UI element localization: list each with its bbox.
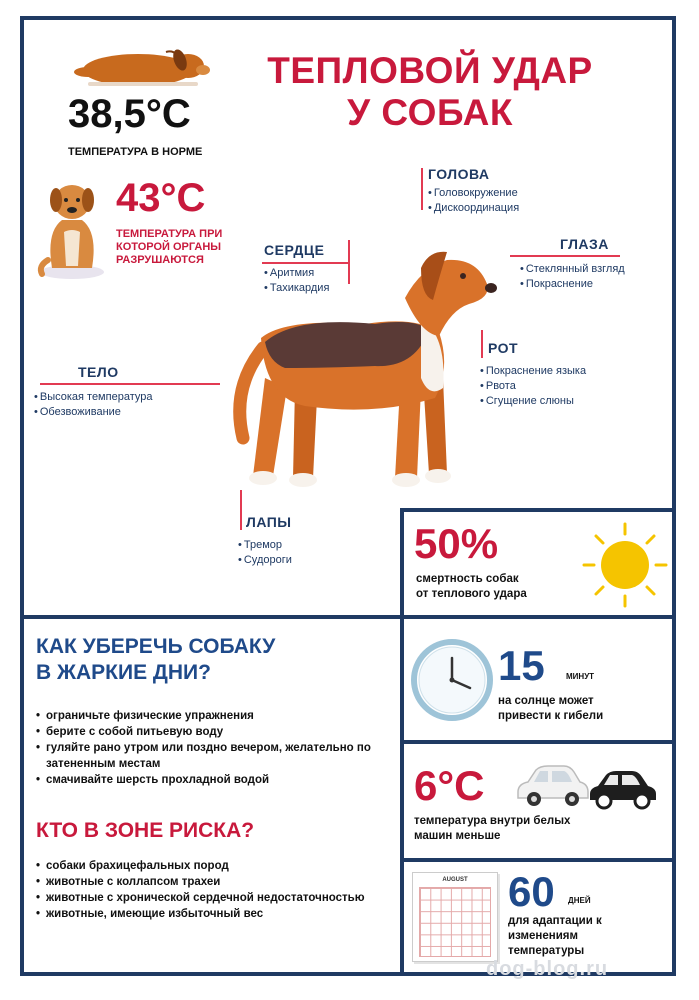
list-item: • берите с собой питьевую воду	[36, 724, 386, 740]
sleeping-dog-icon	[58, 40, 218, 92]
adapt-line3: температуры	[508, 945, 585, 957]
mouth-symptoms	[480, 364, 586, 409]
critical-temp-caption	[116, 228, 222, 267]
car-line2: машин меньше	[414, 830, 501, 842]
adapt-line1: для адаптации к	[508, 915, 602, 927]
divider-right-3	[400, 858, 676, 862]
protect-title	[36, 634, 275, 686]
list-item: • Покраснение языка	[480, 364, 586, 379]
black-car-icon	[586, 768, 660, 810]
head-title: ГОЛОВА	[428, 166, 490, 182]
calendar-month: AUGUST	[413, 873, 497, 883]
eyes-title: ГЛАЗА	[560, 236, 609, 252]
normal-temp-caption: ТЕМПЕРАТУРА В НОРМЕ	[68, 146, 203, 158]
critical-caption-line1: ТЕМПЕРАТУРА ПРИ	[116, 228, 223, 240]
heart-marker-line	[262, 262, 350, 264]
list-item: • Судороги	[238, 553, 292, 568]
list-item: • Высокая температура	[34, 390, 152, 405]
watermark: dog-blog.ru	[486, 958, 609, 980]
divider-right-2	[400, 740, 676, 744]
normal-temp-value: 38,5°C	[68, 92, 191, 136]
paws-marker-line	[240, 490, 242, 530]
heart-marker-vline	[348, 240, 350, 284]
adapt-line2: изменениям	[508, 930, 578, 942]
list-item: • смачивайте шерсть прохладной водой	[36, 772, 386, 788]
calendar-grid	[419, 887, 491, 957]
head-marker-line	[421, 168, 423, 210]
calendar-icon	[412, 872, 498, 962]
body-symptoms	[34, 390, 152, 420]
critical-temp-value: 43°C	[116, 176, 206, 220]
heart-title: СЕРДЦЕ	[264, 242, 325, 258]
list-item: • Покраснение	[520, 277, 625, 292]
list-item: • Обезвоживание	[34, 405, 152, 420]
protect-title-line2: В ЖАРКИЕ ДНИ?	[36, 661, 211, 684]
list-item: • животные, имеющие избыточный вес	[36, 906, 386, 922]
white-car-icon	[512, 762, 592, 808]
list-item: • Головокружение	[428, 186, 519, 201]
risk-list	[36, 858, 386, 922]
eyes-marker-line	[510, 255, 620, 257]
body-title: ТЕЛО	[78, 364, 119, 380]
eyes-symptoms	[520, 262, 625, 292]
sun-icon	[580, 520, 670, 610]
sun-time-unit: МИНУТ	[566, 672, 595, 681]
list-item: • животные с коллапсом трахеи	[36, 874, 386, 890]
paws-symptoms	[238, 538, 292, 568]
paws-title: ЛАПЫ	[246, 514, 292, 530]
page-title	[220, 50, 640, 134]
car-text	[414, 814, 570, 844]
list-item: • Стеклянный взгляд	[520, 262, 625, 277]
car-line1: температура внутри белых	[414, 815, 571, 827]
list-item: • Аритмия	[264, 266, 329, 281]
adapt-value: 60	[508, 868, 555, 915]
list-item: • Рвота	[480, 379, 586, 394]
list-item: • животные с хронической сердечной недостаточностью	[36, 890, 386, 906]
sun-time-value: 15	[498, 642, 545, 689]
mortality-value: 50%	[414, 520, 499, 567]
body-marker-line	[40, 383, 220, 385]
list-item: • гуляйте рано утром или поздно вечером, желательно по затененным местам	[36, 740, 386, 772]
divider-main	[20, 615, 676, 619]
clock-icon	[410, 638, 494, 722]
risk-title: КТО В ЗОНЕ РИСКА?	[36, 819, 255, 842]
list-item: • собаки брахицефальных пород	[36, 858, 386, 874]
mortality-text	[416, 572, 527, 602]
adapt-text	[508, 914, 602, 959]
mortality-line2: от теплового удара	[416, 588, 527, 600]
sun-time-text	[498, 694, 603, 724]
head-symptoms	[428, 186, 519, 216]
list-item: • ограничьте физические упражнения	[36, 708, 386, 724]
divider-right-1	[400, 508, 676, 512]
sitting-dog-icon	[32, 172, 112, 282]
heart-symptoms	[264, 266, 329, 296]
critical-caption-line3: РАЗРУШАЮТСЯ	[116, 254, 204, 266]
protect-title-line1: КАК УБЕРЕЧЬ СОБАКУ	[36, 635, 276, 658]
mortality-line1: смертность собак	[416, 573, 519, 585]
mouth-marker-line	[481, 330, 483, 358]
car-temp-value: 6°C	[414, 762, 485, 809]
page-title-line1: ТЕПЛОВОЙ УДАР	[267, 50, 593, 91]
protect-list	[36, 708, 386, 788]
list-item: • Тахикардия	[264, 281, 329, 296]
list-item: • Тремор	[238, 538, 292, 553]
sun-time-line1: на солнце может	[498, 695, 594, 707]
list-item: • Сгущение слюны	[480, 394, 586, 409]
page-title-line2: У СОБАК	[347, 92, 513, 133]
sun-time-line2: привести к гибели	[498, 710, 604, 722]
adapt-unit: ДНЕЙ	[568, 896, 591, 905]
list-item: • Дискоординация	[428, 201, 519, 216]
mouth-title: РОТ	[488, 340, 519, 356]
critical-caption-line2: КОТОРОЙ ОРГАНЫ	[116, 241, 222, 253]
